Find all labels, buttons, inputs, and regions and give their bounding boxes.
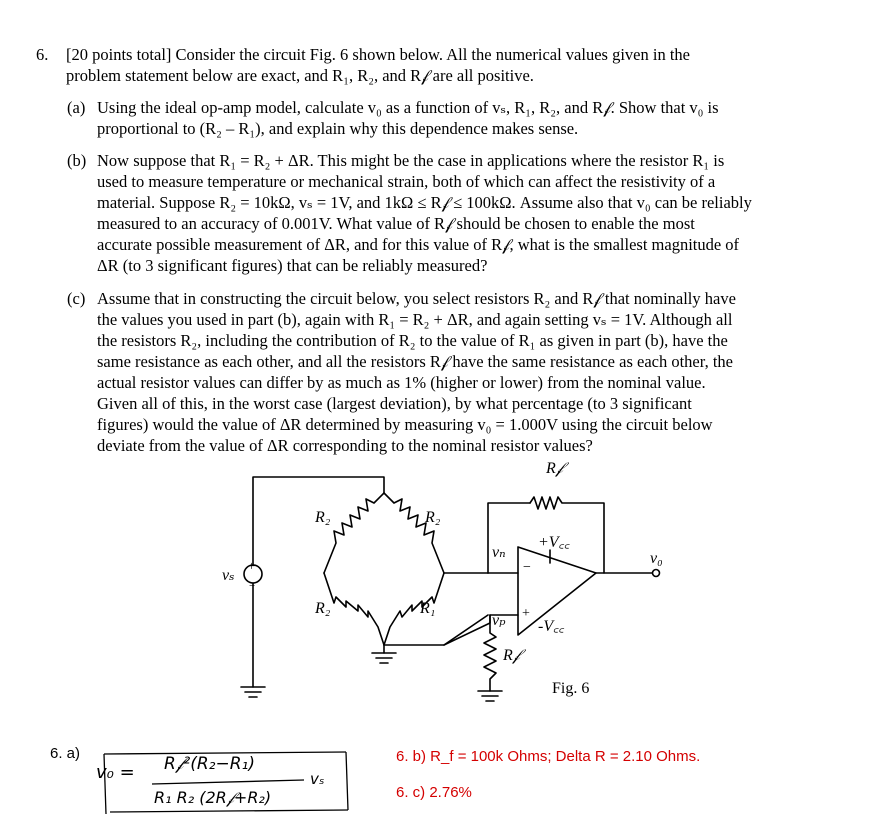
label-opamp-minus: −: [523, 560, 531, 575]
answer-c: 6. c) 2.76%: [396, 784, 472, 801]
part-c-line-6: Given all of this, in the worst case (largest deviation), by what percentage (to 3 significant: [97, 394, 692, 413]
label-r2-lower-left: R₂: [315, 600, 331, 617]
label-r2-upper-right: R₂: [425, 509, 441, 526]
label-vcc-neg: -V꜀꜀: [538, 618, 565, 635]
label-rf-bottom: R𝒻: [503, 647, 520, 664]
part-c-line-7: figures) would the value of ΔR determined by measuring v₀ = 1.000V using the circuit below: [97, 415, 713, 434]
answer-b: 6. b) R_f = 100k Ohms; Delta R = 2.10 Ohms.: [396, 748, 701, 765]
handwritten-factor: vₛ: [310, 770, 325, 788]
part-c-label: (c): [67, 289, 86, 308]
part-b-label: (b): [67, 151, 87, 170]
label-vn: vₙ: [492, 544, 506, 561]
part-b-line-6: ΔR (to 3 significant figures) that can be reliably measured?: [97, 256, 488, 275]
part-b-line-3: material. Suppose R₂ = 10kΩ, vₛ = 1V, and 1kΩ ≤ R𝒻 ≤ 100kΩ. Assume also that v₀ can be reliably: [97, 193, 752, 212]
bridge-ground: [372, 645, 396, 663]
part-b-line-1: Now suppose that R₁ = R₂ + ΔR. This might be the case in applications where the resistor R₁ is: [97, 151, 725, 170]
question-number: 6.: [36, 45, 49, 64]
part-b-line-5: accurate possible measurement of ΔR, and for this value of R𝒻, what is the smallest magnitude of: [97, 235, 740, 254]
label-vp: vₚ: [492, 612, 506, 629]
handwritten-lhs: v₀ =: [96, 762, 135, 783]
wire-source-loop: [241, 477, 384, 697]
label-r1-lower-right: R₁: [420, 600, 436, 617]
part-a-line-2: proportional to (R₂ – R₁), and explain why this dependence makes sense.: [97, 119, 579, 138]
part-c-line-8: deviate from the value of ΔR corresponding to the nominal resistor values?: [97, 436, 593, 455]
handwritten-answer: [84, 748, 352, 816]
part-b-line-2: used to measure temperature or mechanical strain, both of which can affect the resistivity of a: [97, 172, 716, 191]
circuit-diagram: [200, 455, 680, 725]
part-c-line-5: actual resistor values can differ by as much as 1% (higher or lower) from the nominal value.: [97, 373, 706, 392]
label-r2-upper-left: R₂: [315, 509, 331, 526]
part-c-line-1: Assume that in constructing the circuit below, you select resistors R₂ and R𝒻 that nominally have: [97, 289, 736, 308]
question-line-1: [20 points total] Consider the circuit Fig. 6 shown below. All the numerical values given in the: [66, 45, 690, 64]
label-vs: vₛ: [222, 567, 235, 584]
label-source-minus: −: [249, 580, 256, 592]
part-c-line-2: the values you used in part (b), again with R₁ = R₂ + ΔR, and again setting vₛ = 1V. Although all: [97, 310, 733, 329]
question-line-2: problem statement below are exact, and R₁, R₂, and R𝒻 are all positive.: [66, 66, 534, 85]
label-vcc-pos: +V꜀꜀: [538, 534, 570, 551]
label-source-plus: +: [248, 558, 256, 573]
part-c-line-4: same resistance as each other, and all the resistors R𝒻 have the same resistance as each other, the: [97, 352, 733, 371]
part-c-line-3: the resistors R₂, including the contribution of R₂ to the value of R₁ as given in part (b), have the: [97, 331, 728, 350]
handwritten-denominator: R₁ R₂ (2R𝒻+R₂): [154, 788, 272, 807]
part-a-label: (a): [67, 98, 86, 117]
figure-label: Fig. 6: [552, 680, 590, 697]
handwritten-numerator: R𝒻²(R₂−R₁): [164, 754, 255, 774]
part-b-line-4: measured to an accuracy of 0.001V. What value of R𝒻 should be chosen to enable the most: [97, 214, 695, 233]
answer-a-label: 6. a): [50, 745, 81, 762]
label-opamp-plus: +: [522, 606, 530, 621]
part-a-line-1: Using the ideal op-amp model, calculate v₀ as a function of vₛ, R₁, R₂, and R𝒻. Show that v₀ is: [97, 98, 719, 117]
label-vo: v₀: [650, 550, 663, 567]
label-rf-top: R𝒻: [546, 460, 563, 477]
